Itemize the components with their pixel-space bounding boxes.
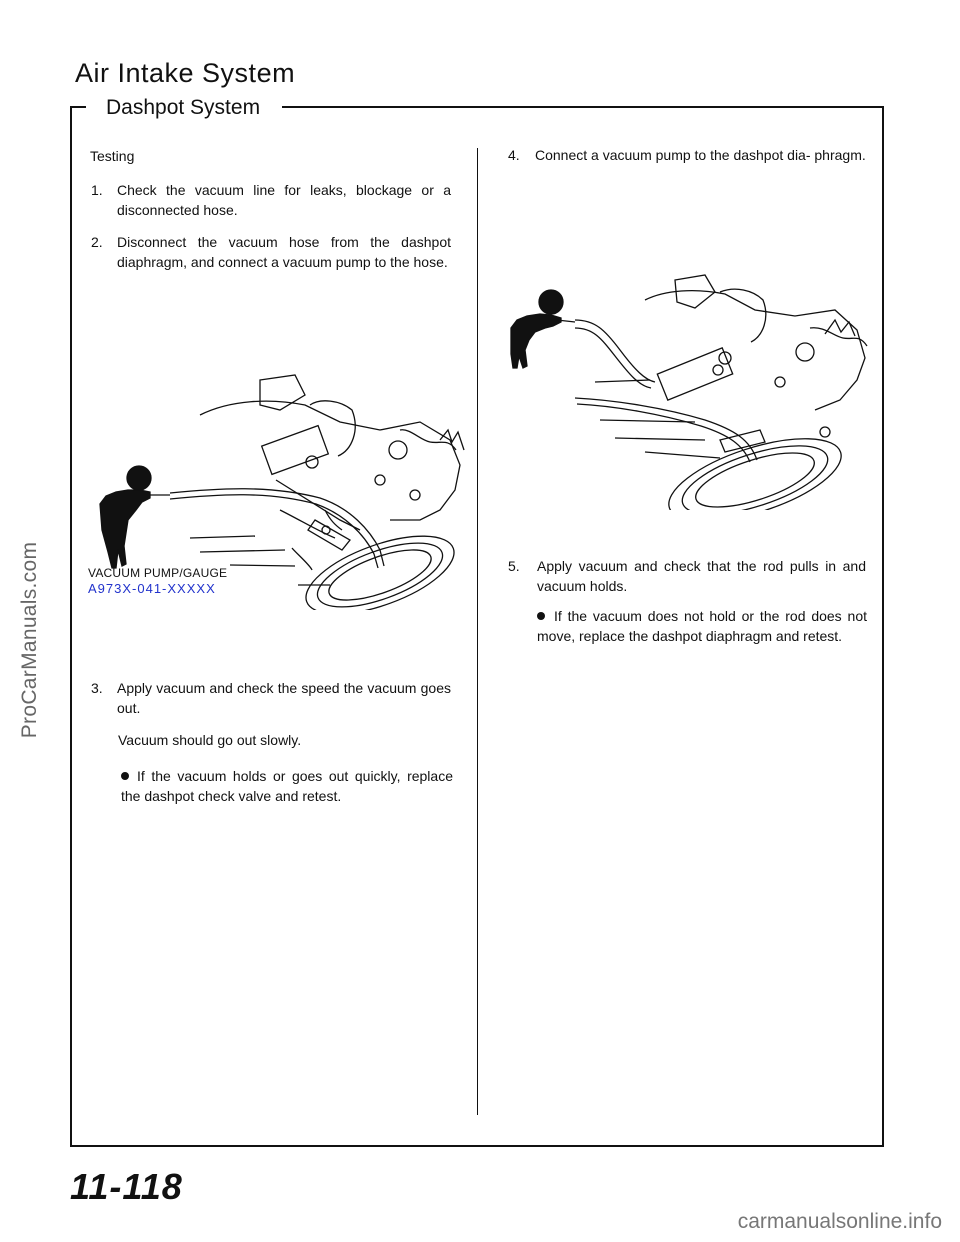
bottom-watermark: carmanualsonline.info (737, 1210, 942, 1233)
step-5-text: Apply vacuum and check that the rod pulls in and vacuum holds. (537, 558, 866, 594)
step-2-text: Disconnect the vacuum hose from the dashpot diaphragm, and connect a vacuum pump to the hose. (117, 234, 451, 270)
frame-top-right-rule (282, 106, 884, 108)
vacuum-pump-icon (100, 466, 170, 568)
step-3 (91, 678, 451, 718)
side-watermark-text: ProCarManuals.com (18, 541, 41, 739)
step-3-text: Apply vacuum and check the speed the vacuum goes out. (117, 680, 451, 716)
step-3-number: 3. (91, 680, 103, 696)
step-5-number: 5. (508, 558, 520, 574)
step-5 (508, 556, 866, 596)
vacuum-pump-part-number: A973X-041-XXXXX (88, 581, 216, 596)
step-1-text: Check the vacuum line for leaks, blockage or a disconnected hose. (117, 182, 451, 218)
step-2 (91, 232, 451, 272)
section-title: Dashpot System (100, 96, 266, 120)
step-2-number: 2. (91, 234, 103, 250)
step-5-bullet (537, 606, 867, 646)
frame-left-rule (70, 106, 72, 1146)
testing-heading: Testing (90, 148, 135, 164)
frame-bottom-rule (70, 1145, 884, 1147)
step-1 (91, 180, 451, 220)
step-4-text: Connect a vacuum pump to the dashpot dia- phragm. (535, 147, 866, 163)
bullet-icon (121, 772, 129, 780)
side-watermark (0, 0, 60, 1242)
vacuum-pump-icon (511, 290, 575, 368)
page-number: 11-118 (70, 1166, 183, 1207)
engine-vacuum-pump-illustration-right (495, 270, 875, 510)
step-3-bullet (121, 766, 453, 806)
column-divider (477, 148, 478, 1115)
step-1-number: 1. (91, 182, 103, 198)
step-3-bullet-text: If the vacuum holds or goes out quickly, replace the dashpot check valve and retest. (121, 768, 453, 804)
bullet-icon (537, 612, 545, 620)
step-4 (508, 145, 866, 165)
frame-right-rule (882, 106, 884, 1146)
vacuum-pump-label: VACUUM PUMP/GAUGE (88, 566, 228, 580)
step-3-note: Vacuum should go out slowly. (118, 732, 302, 748)
step-4-number: 4. (508, 147, 520, 163)
step-5-bullet-text: If the vacuum does not hold or the rod does not move, replace the dashpot diaphragm and retest. (537, 608, 867, 644)
page-title: Air Intake System (75, 58, 296, 88)
frame-top-left-rule (70, 106, 86, 108)
